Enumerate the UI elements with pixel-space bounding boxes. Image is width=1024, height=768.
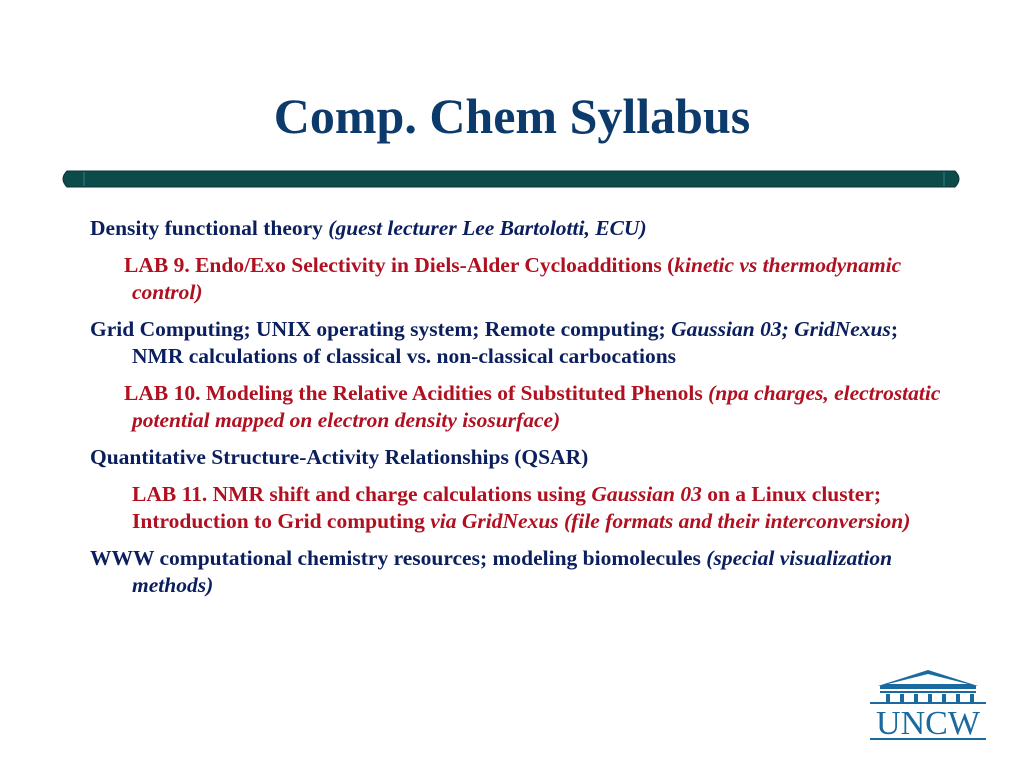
lab-text: LAB 10. Modeling the Relative Acidities of Substituted Phenols: [124, 381, 709, 405]
item-italic-text: (special visualization methods): [132, 546, 893, 597]
lab-italic-text-2: via GridNexus (file formats and their interconversion): [430, 509, 911, 533]
lab-item: [90, 252, 950, 306]
list-item: [90, 444, 950, 471]
lab-italic-text: (npa charges, electrostatic potential mapped on electron density isosurface): [132, 381, 941, 432]
list-item: [90, 545, 950, 599]
list-item: [90, 215, 950, 242]
lab-italic-text: kinetic vs thermodynamic control): [132, 253, 902, 304]
slide-title: Comp. Chem Syllabus: [273, 88, 751, 144]
list-item: [90, 316, 950, 370]
uncw-logo: [866, 668, 990, 742]
item-italic-text: Gaussian 03; GridNexus: [671, 317, 891, 341]
title-divider-bar: [58, 170, 964, 188]
syllabus-list: [90, 215, 950, 609]
item-italic-text: (guest lecturer Lee Bartolotti, ECU): [328, 216, 647, 240]
lab-item: [90, 380, 950, 434]
lab-text: LAB 11. NMR shift and charge calculations using: [132, 482, 592, 506]
lab-tail-text: on a Linux cluster; Introduction to Grid computing: [132, 482, 882, 533]
lab-italic-text: Gaussian 03: [591, 482, 702, 506]
item-text: Quantitative Structure-Activity Relationships (QSAR): [90, 445, 589, 469]
item-text: Grid Computing; UNIX operating system; Remote computing;: [90, 317, 672, 341]
logo-text: UNCW: [876, 705, 980, 742]
lab-item: [90, 481, 950, 535]
lab-text: LAB 9. Endo/Exo Selectivity in Diels-Alder Cycloadditions (: [124, 253, 675, 277]
item-text: WWW computational chemistry resources; modeling biomolecules: [90, 546, 707, 570]
item-tail-text: ; NMR calculations of classical vs. non-classical carbocations: [132, 317, 899, 368]
item-text: Density functional theory: [90, 216, 329, 240]
